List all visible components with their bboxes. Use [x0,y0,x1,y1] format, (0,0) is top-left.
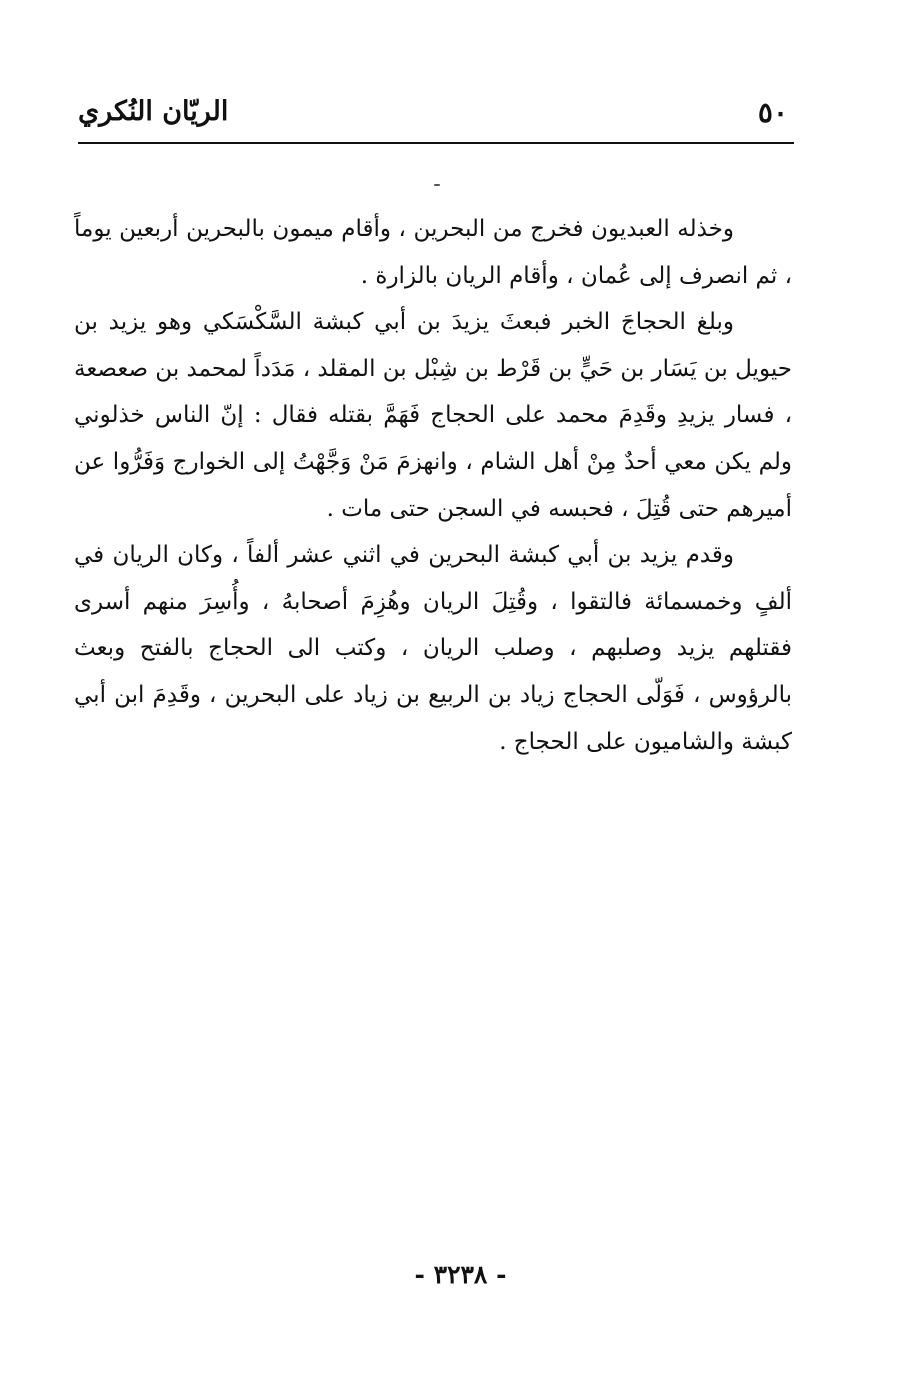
header-page-number: ٥٠ [757,96,788,129]
paragraph-3: وقدم يزيد بن أبي كبشة البحرين في اثني عشر ألفاً ، وكان الريان في ألفٍ وخمسمائة فالتقوا ، وقُتِلَ الريان وهُزِمَ أصحابهُ ، وأُسِرَ منهم أسرى فقتلهم يزيد وصلبهم ، وصلب الريان ، وكتب الى الحجاج بالفتح وبعث بالرؤوس ، فَوَلّى الحجاج زياد بن الربيع بن زياد على البحرين ، وقَدِمَ ابن أبي كبشة والشاميون على الحجاج . [74,542,792,755]
footer-page-number: - ٣٢٣٨ - [414,1260,507,1289]
running-title: الريّان النُكري [78,96,229,127]
paragraph-2: وبلغ الحجاجَ الخبر فبعثَ يزيدَ بن أبي كبشة السَّكْسَكي وهو يزيد بن حيويل بن يَسَار بن حَيٍّ بن قَرْط بن شِبْل بن المقلد ، مَدَداً لمحمد بن صعصعة ، فسار يزيدِ وقَدِمَ محمد على الحجاج فَهَمَّ بقتله فقال : إنّ الناس خذلوني ولم يكن معي أحدٌ مِنْ أهل الشام ، وانهزمَ مَنْ وَجَّهْتُ إلى الخوارج وَفَرُّوا عن أميرهم حتى قُتِلَ ، فحبسه في السجن حتى مات . [74,309,792,522]
paragraph-1: وخذله العبديون فخرج من البحرين ، وأقام ميمون بالبحرين أربعين يوماً ، ثم انصرف إلى عُمان ، وأقام الريان بالزارة . [74,216,792,289]
header-rule [78,142,794,144]
body-text [74,206,792,765]
scan-speck [434,184,440,186]
running-header [78,90,794,136]
